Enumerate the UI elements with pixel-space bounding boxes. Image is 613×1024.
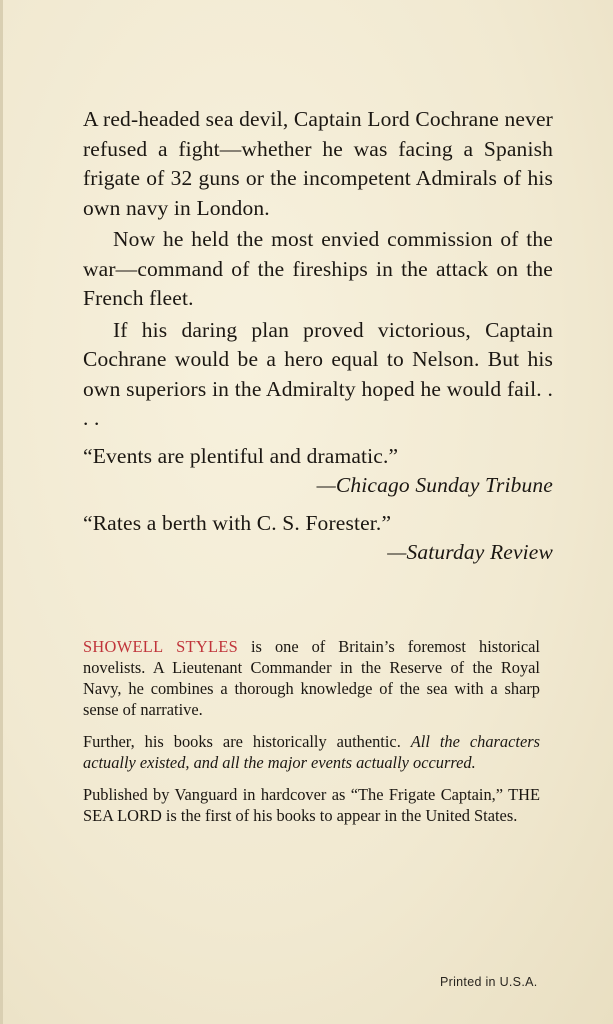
about-paragraph-1-text: is one of Britain’s foremost historical novelists. A Lieutenant Commander in the Reserve of the Royal Navy, he combines a thorough knowledge of the sea with a sharp sense of narrative.	[83, 637, 540, 719]
about-paragraph-1	[83, 636, 540, 720]
blurb	[83, 105, 553, 576]
author-name: SHOWELL STYLES	[83, 637, 238, 656]
about-paragraph-2	[83, 731, 540, 773]
about-paragraph-2-text: Further, his books are historically authentic.	[83, 732, 411, 751]
about-author	[83, 636, 540, 837]
review-quote-1: “Events are plentiful and dramatic.”	[83, 443, 399, 468]
printed-in-label: Printed in U.S.A.	[440, 975, 538, 989]
review-source-2: —Saturday Review	[387, 540, 553, 564]
blurb-paragraph-2: Now he held the most envied commission of the war—command of the fireships in the attack on the French fleet.	[83, 227, 553, 310]
blurb-paragraph-1: A red-headed sea devil, Captain Lord Cochrane never refused a fight—whether he was facing a Spanish frigate of 32 guns or the incompetent Admirals of his own navy in London.	[83, 107, 553, 220]
review-quote-2: “Rates a berth with C. S. Forester.”	[83, 510, 392, 535]
blurb-paragraph-3: If his daring plan proved victorious, Captain Cochrane would be a hero equal to Nelson. But his own superiors in the Admiralty hoped he would fail. . . .	[83, 317, 553, 430]
review-source-1: —Chicago Sunday Tribune	[316, 473, 553, 497]
about-paragraph-3: Published by Vanguard in hardcover as “The Frigate Captain,” THE SEA LORD is the first of his books to appear in the United States.	[83, 785, 540, 825]
about-paragraph-2-italic: All the characters actually existed, and all the major events actually occurred.	[83, 732, 540, 772]
